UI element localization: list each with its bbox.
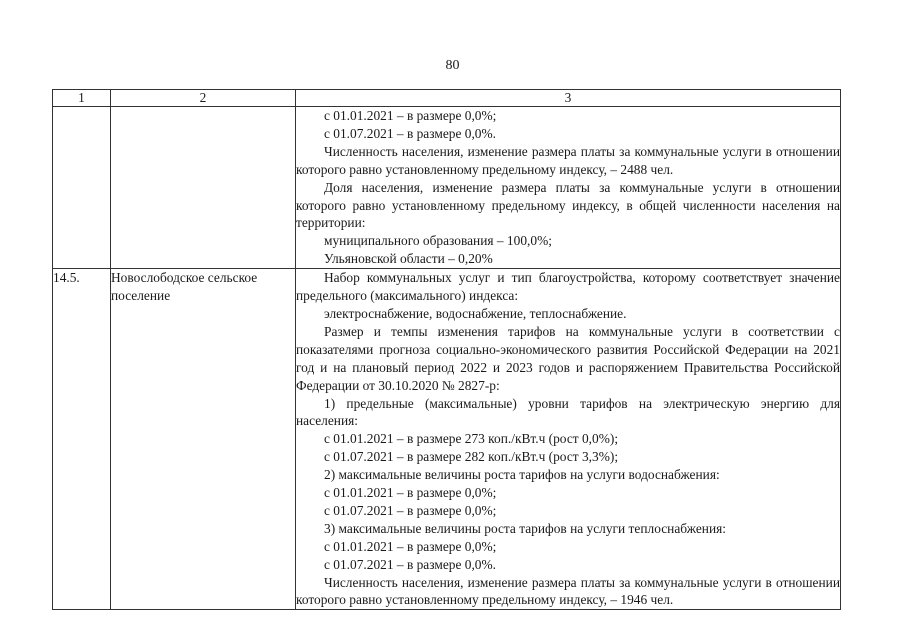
row-content-cell — [296, 107, 841, 269]
table-header-row — [53, 90, 841, 107]
paragraph: электроснабжение, водоснабжение, теплоснабжение. — [324, 305, 627, 321]
column-header-2: 2 — [111, 90, 296, 107]
row-name-cell — [111, 107, 296, 269]
paragraph: 2) максимальные величины роста тарифов на услуги водоснабжения: — [324, 467, 720, 483]
page-number: 80 — [445, 58, 460, 73]
column-header-1: 1 — [53, 90, 111, 107]
paragraph: с 01.01.2021 – в размере 0,0%; — [324, 485, 497, 501]
paragraph: с 01.07.2021 – в размере 0,0%; — [324, 502, 497, 518]
paragraph: Доля населения, изменение размера платы за коммунальные услуги в отношении которого равно установленному предельному индексу, в общей численности населения на территории: — [296, 179, 840, 231]
paragraph: Численность населения, изменение размера платы за коммунальные услуги в отношении которого равно установленному предельному индексу, – 2488 чел. — [296, 143, 840, 177]
row-content-cell — [296, 269, 841, 610]
table-row-continued — [53, 107, 841, 269]
paragraph: с 01.01.2021 – в размере 0,0%; — [324, 108, 497, 123]
content-lines — [296, 107, 840, 268]
paragraph: с 01.01.2021 – в размере 273 коп./кВт.ч (рост 0,0%); — [324, 431, 619, 447]
column-header-3: 3 — [296, 90, 841, 107]
paragraph: Численность населения, изменение размера платы за коммунальные услуги в отношении которого равно установленному предельному индексу, – 1946 чел. — [296, 574, 840, 608]
paragraph: с 01.07.2021 – в размере 0,0%. — [324, 125, 496, 141]
table-row-14-5 — [53, 269, 841, 610]
content-lines — [296, 269, 840, 609]
row-name-cell: Новослободское сельское поселение — [111, 269, 296, 610]
paragraph: с 01.07.2021 – в размере 282 коп./кВт.ч (рост 3,3%); — [324, 449, 619, 465]
paragraph: Размер и темпы изменения тарифов на коммунальные услуги в соответствии с показателями прогноза социально-экономического развития Российской Федерации на 2021 год и на плановый период 2022 и 2023 годов и распоряжением Правительства Российской Федерации от 30.10.2020 № 2827-р: — [296, 323, 840, 393]
paragraph: с 01.01.2021 – в размере 0,0%; — [324, 538, 497, 554]
row-number-cell: 14.5. — [53, 269, 111, 610]
paragraph: с 01.07.2021 – в размере 0,0%. — [324, 556, 496, 572]
paragraph: 3) максимальные величины роста тарифов на услуги теплоснабжения: — [324, 520, 726, 536]
row-number-cell — [53, 107, 111, 269]
paragraph: 1) предельные (максимальные) уровни тарифов на электрическую энергию для населения: — [296, 395, 840, 429]
tariff-table — [52, 89, 841, 610]
paragraph: муниципального образования – 100,0%; — [324, 233, 552, 249]
paragraph: Ульяновской области – 0,20% — [324, 251, 493, 267]
paragraph: Набор коммунальных услуг и тип благоустройства, которому соответствует значение предельного (максимального) индекса: — [296, 270, 840, 304]
